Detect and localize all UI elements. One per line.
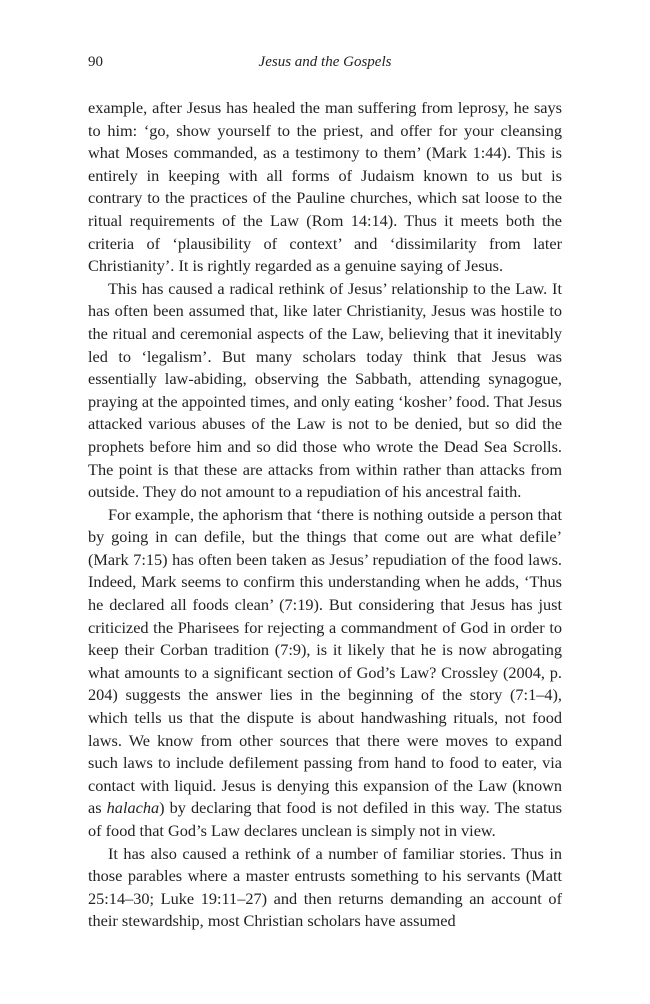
body-text: [88, 97, 562, 933]
halacha-term: halacha: [106, 798, 160, 818]
paragraph-leprosy: example, after Jesus has healed the man suffering from leprosy, he says to him: ‘go, show yourself to the priest, and offer for your cleansing what Moses commanded, as a testimony to them’ (Mark 1:44). This is entirely in keeping with all forms of Judaism known to us but is contrary to the practices of the Pauline churches, which sat loose to the ritual requirements of the Law (Rom 14:14). Thus it meets both the criteria of ‘plausibility of context’ and ‘dissimilarity from later Christianity’. It is rightly regarded as a genuine saying of Jesus.: [88, 98, 562, 276]
paragraph-food-laws-text-after: ) by declaring that food is not defiled in this way. The status of food that God’s Law declares unclean is simply not in view.: [88, 798, 562, 840]
paragraph-parables: It has also caused a rethink of a number of familiar stories. Thus in those parables where a master entrusts something to his servants (Matt 25:14–30; Luke 19:11–27) and then returns demanding an account of their stewardship, most Christian scholars have assumed: [88, 843, 562, 931]
paragraph-law-rethink: This has caused a radical rethink of Jesus’ relationship to the Law. It has often been assumed that, like later Christianity, Jesus was hostile to the ritual and ceremonial aspects of the Law, believing that it inevitably led to ‘legalism’. But many scholars today think that Jesus was essentially law-abiding, observing the Sabbath, attending synagogue, praying at the appointed times, and only eating ‘kosher’ food. That Jesus attacked various abuses of the Law is not to be denied, but so did the prophets before him and so did those who wrote the Dead Sea Scrolls. The point is that these are attacks from within rather than attacks from outside. They do not amount to a repudiation of his ancestral faith.: [88, 278, 562, 502]
paragraph-food-laws-text-before: For example, the aphorism that ‘there is nothing outside a person that by going in can defile, but the things that come out are what defile’ (Mark 7:15) has often been taken as Jesus’ repudiation of the food laws. Indeed, Mark seems to confirm this understanding when he adds, ‘Thus he declared all foods clean’ (7:19). But considering that Jesus has just criticized the Pharisees for rejecting a commandment of God in order to keep their Corban tradition (7:9), is it likely that he is now abrogating what amounts to a significant section of God’s Law? Crossley (2004, p. 204) suggests the answer lies in the beginning of the story (7:1–4), which tells us that the dispute is about handwashing rituals, not food laws. We know from other sources that there were moves to expand such laws to include defilement passing from hand to food to eater, via contact with liquid. Jesus is denying this expansion of the Law (known as: [88, 504, 562, 818]
running-head: [88, 52, 562, 72]
page-number: 90: [88, 54, 103, 70]
paragraph-food-laws: [88, 504, 562, 843]
book-title: Jesus and the Gospels: [258, 54, 392, 70]
